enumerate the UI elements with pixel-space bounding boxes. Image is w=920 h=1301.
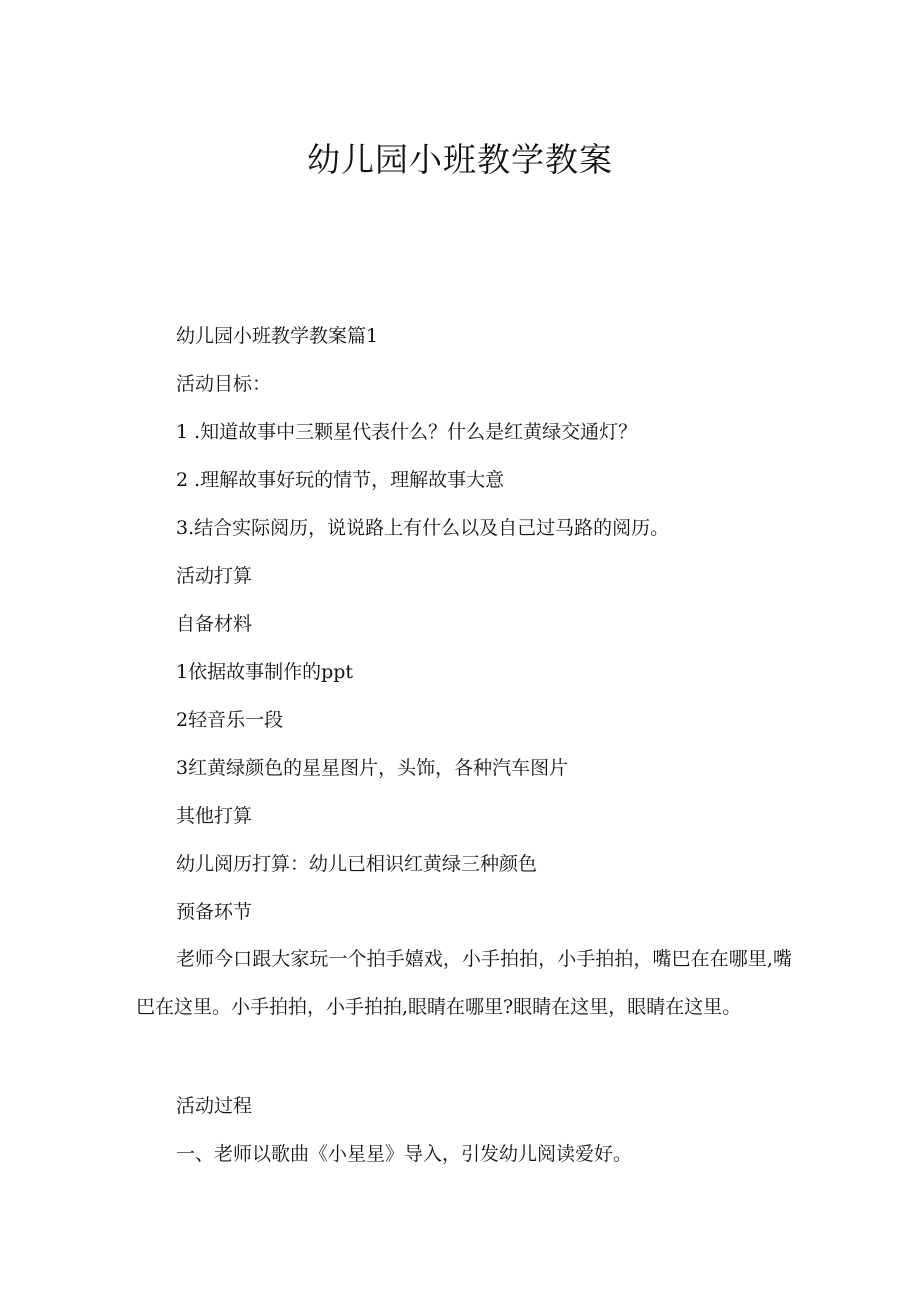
activity-goals-heading: 活动目标： — [176, 373, 272, 395]
goal-item-3: 3.结合实际阅历，说说路上有什么以及自己过马路的阅历。 — [176, 517, 670, 539]
material-item-2: 2轻音乐一段 — [176, 709, 284, 731]
activity-prep-heading: 活动打算 — [176, 565, 253, 587]
section-heading: 幼儿园小班教学教案篇1 — [176, 325, 379, 347]
experience-prep-line: 幼儿阅历打算：幼儿已相识红黄绿三种颜色 — [176, 853, 538, 875]
other-prep-heading: 其他打算 — [176, 805, 253, 827]
material-item-3: 3红黄绿颜色的星星图片，头饰，各种汽车图片 — [176, 757, 569, 779]
materials-heading: 自备材料 — [176, 613, 253, 635]
process-heading: 活动过程 — [176, 1095, 253, 1117]
process-step-1: 一、老师以歌曲《小星星》导入，引发幼儿阅读爱好。 — [176, 1143, 633, 1165]
warmup-paragraph: 老师今口跟大家玩一个拍手嬉戏，小手拍拍，小手拍拍，嘴巴在在哪里,嘴巴在这里。小手拍拍，小手拍拍,眼睛在哪里?眼睛在这里，眼睛在这里。 — [136, 948, 792, 1018]
goal-item-1: 1 .知道故事中三颗星代表什么？什么是红黄绿交通灯？ — [176, 421, 638, 443]
document-title: 幼儿园小班教学教案 — [307, 140, 613, 179]
warmup-heading: 预备环节 — [176, 901, 253, 923]
goal-item-2: 2 .理解故事好玩的情节，理解故事大意 — [176, 469, 505, 491]
material-item-1: 1依据故事制作的ppt — [176, 661, 354, 683]
